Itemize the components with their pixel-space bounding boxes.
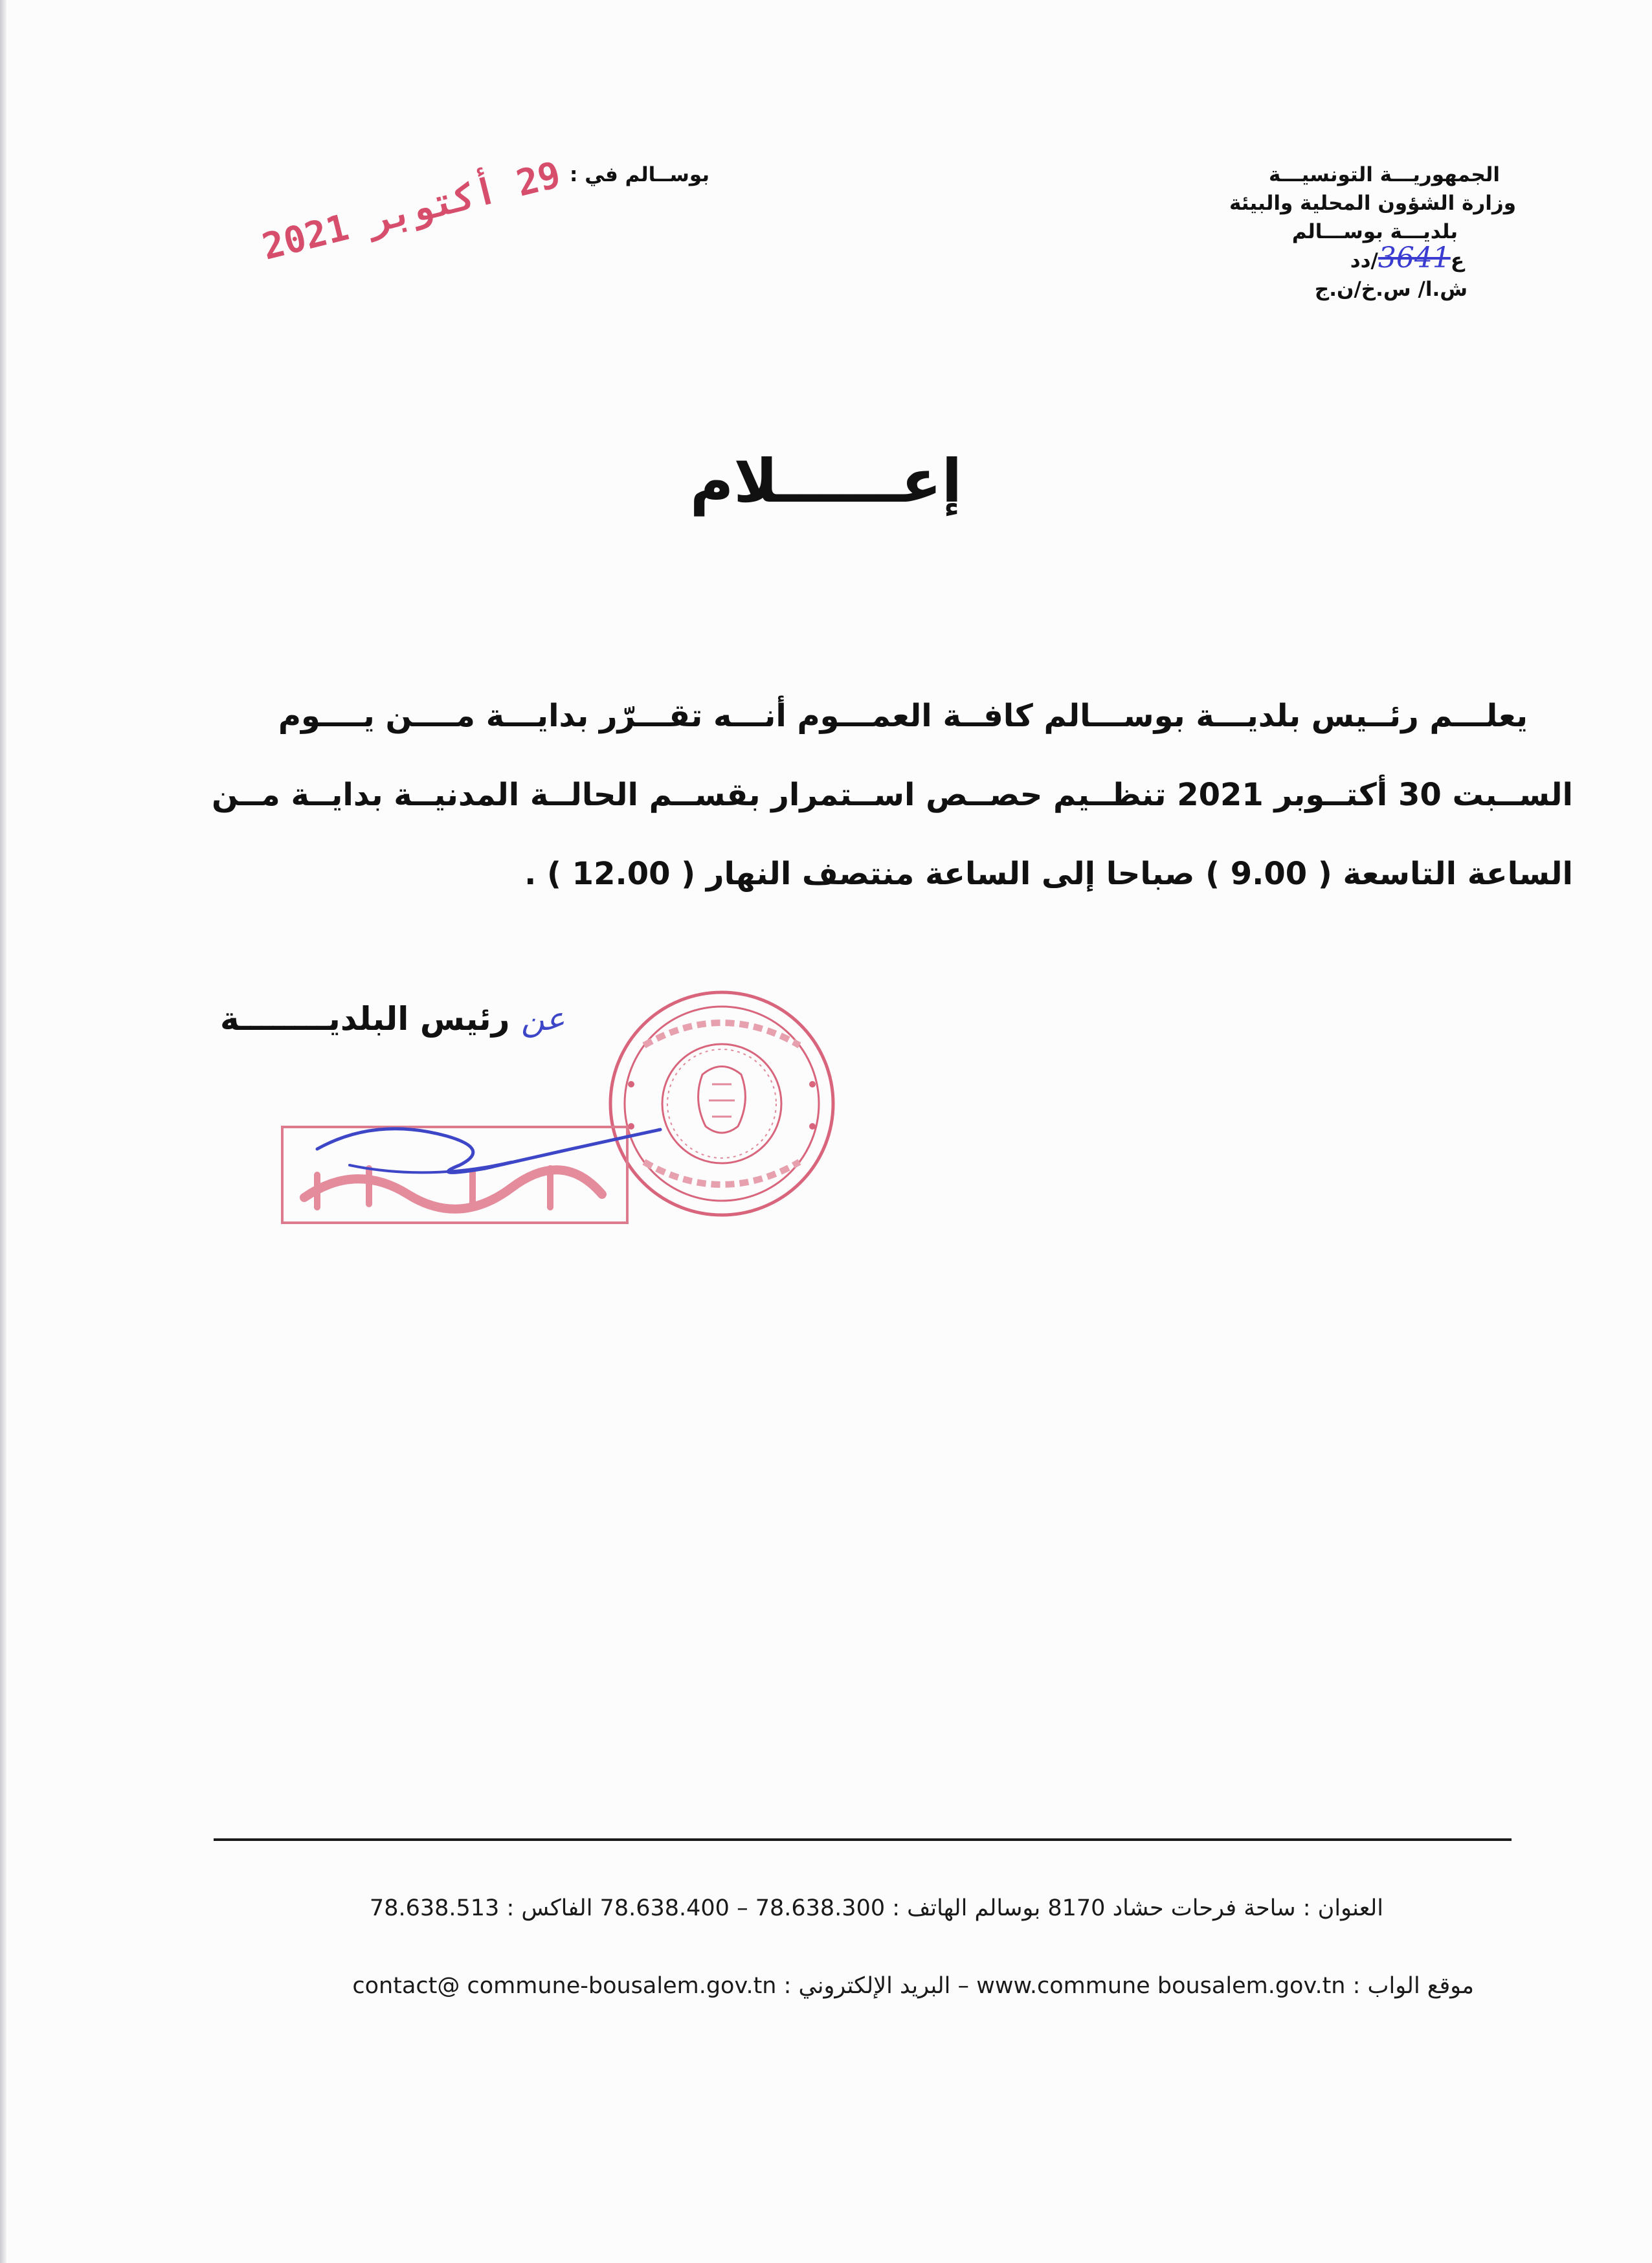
- announcement-body: [155, 676, 1573, 913]
- email-link[interactable]: contact@ commune-bousalem.gov.tn: [352, 1973, 777, 1999]
- document-title: إعــــــلام: [689, 447, 963, 516]
- website-link[interactable]: www.commune bousalem.gov.tn: [976, 1973, 1346, 1999]
- body-line-1: يعلـــم رئــيس بلديـــة بوســـالم كافــة العمـــوم أنـــه تقـــرّر بدايـــة مــــن يــــوم: [278, 698, 1528, 734]
- scan-edge-shadow: [0, 0, 6, 2263]
- municipality-line: بلديـــة بوســـالم: [1291, 220, 1458, 243]
- place-date-label: بوســالم في :: [570, 163, 709, 186]
- ministry-line: وزارة الشؤون المحلية والبيئة: [1229, 192, 1516, 215]
- reference-number-handwritten: 3641: [1378, 241, 1451, 274]
- reference-line: [1179, 241, 1516, 275]
- footer-contacts: [352, 1973, 1474, 1999]
- footer-rule: [214, 1838, 1512, 1841]
- date-stamp: 29 أكتوبر 2021: [258, 153, 565, 269]
- handwritten-signature: [298, 1104, 686, 1194]
- signatory-role: رئيس البلديــــــــة: [220, 1000, 510, 1038]
- website-label: موقع الواب :: [1352, 1973, 1474, 1999]
- body-line-3: الساعة التاسعة ( 9.00 ) صباحا إلى الساعة منتصف النهار ( 12.00 ) .: [524, 856, 1573, 892]
- republic-line: الجمهوريـــة التونسيـــة: [1269, 163, 1500, 186]
- letterhead: [1179, 161, 1516, 304]
- signatory-title: [220, 1000, 565, 1038]
- on-behalf-handwritten: عن: [520, 1000, 565, 1038]
- email-label: – البريد الإلكتروني :: [783, 1973, 970, 1999]
- reference-suffix: /دد: [1350, 249, 1378, 273]
- reference-prefix: ع: [1450, 249, 1464, 273]
- body-line-2: الســبت 30 أكتــوبر 2021 تنظــيم حصــص اســتمرار بقســم الحالــة المدنيــة بدايــة مــن: [212, 777, 1573, 813]
- footer-address: العنوان : ساحة فرحات حشاد 8170 بوسالم الهاتف : 78.638.300 – 78.638.400 الفاكس : 78.638.513: [369, 1895, 1383, 1921]
- department-code: ش.ا/ س.خ/ن.ج: [1314, 278, 1468, 301]
